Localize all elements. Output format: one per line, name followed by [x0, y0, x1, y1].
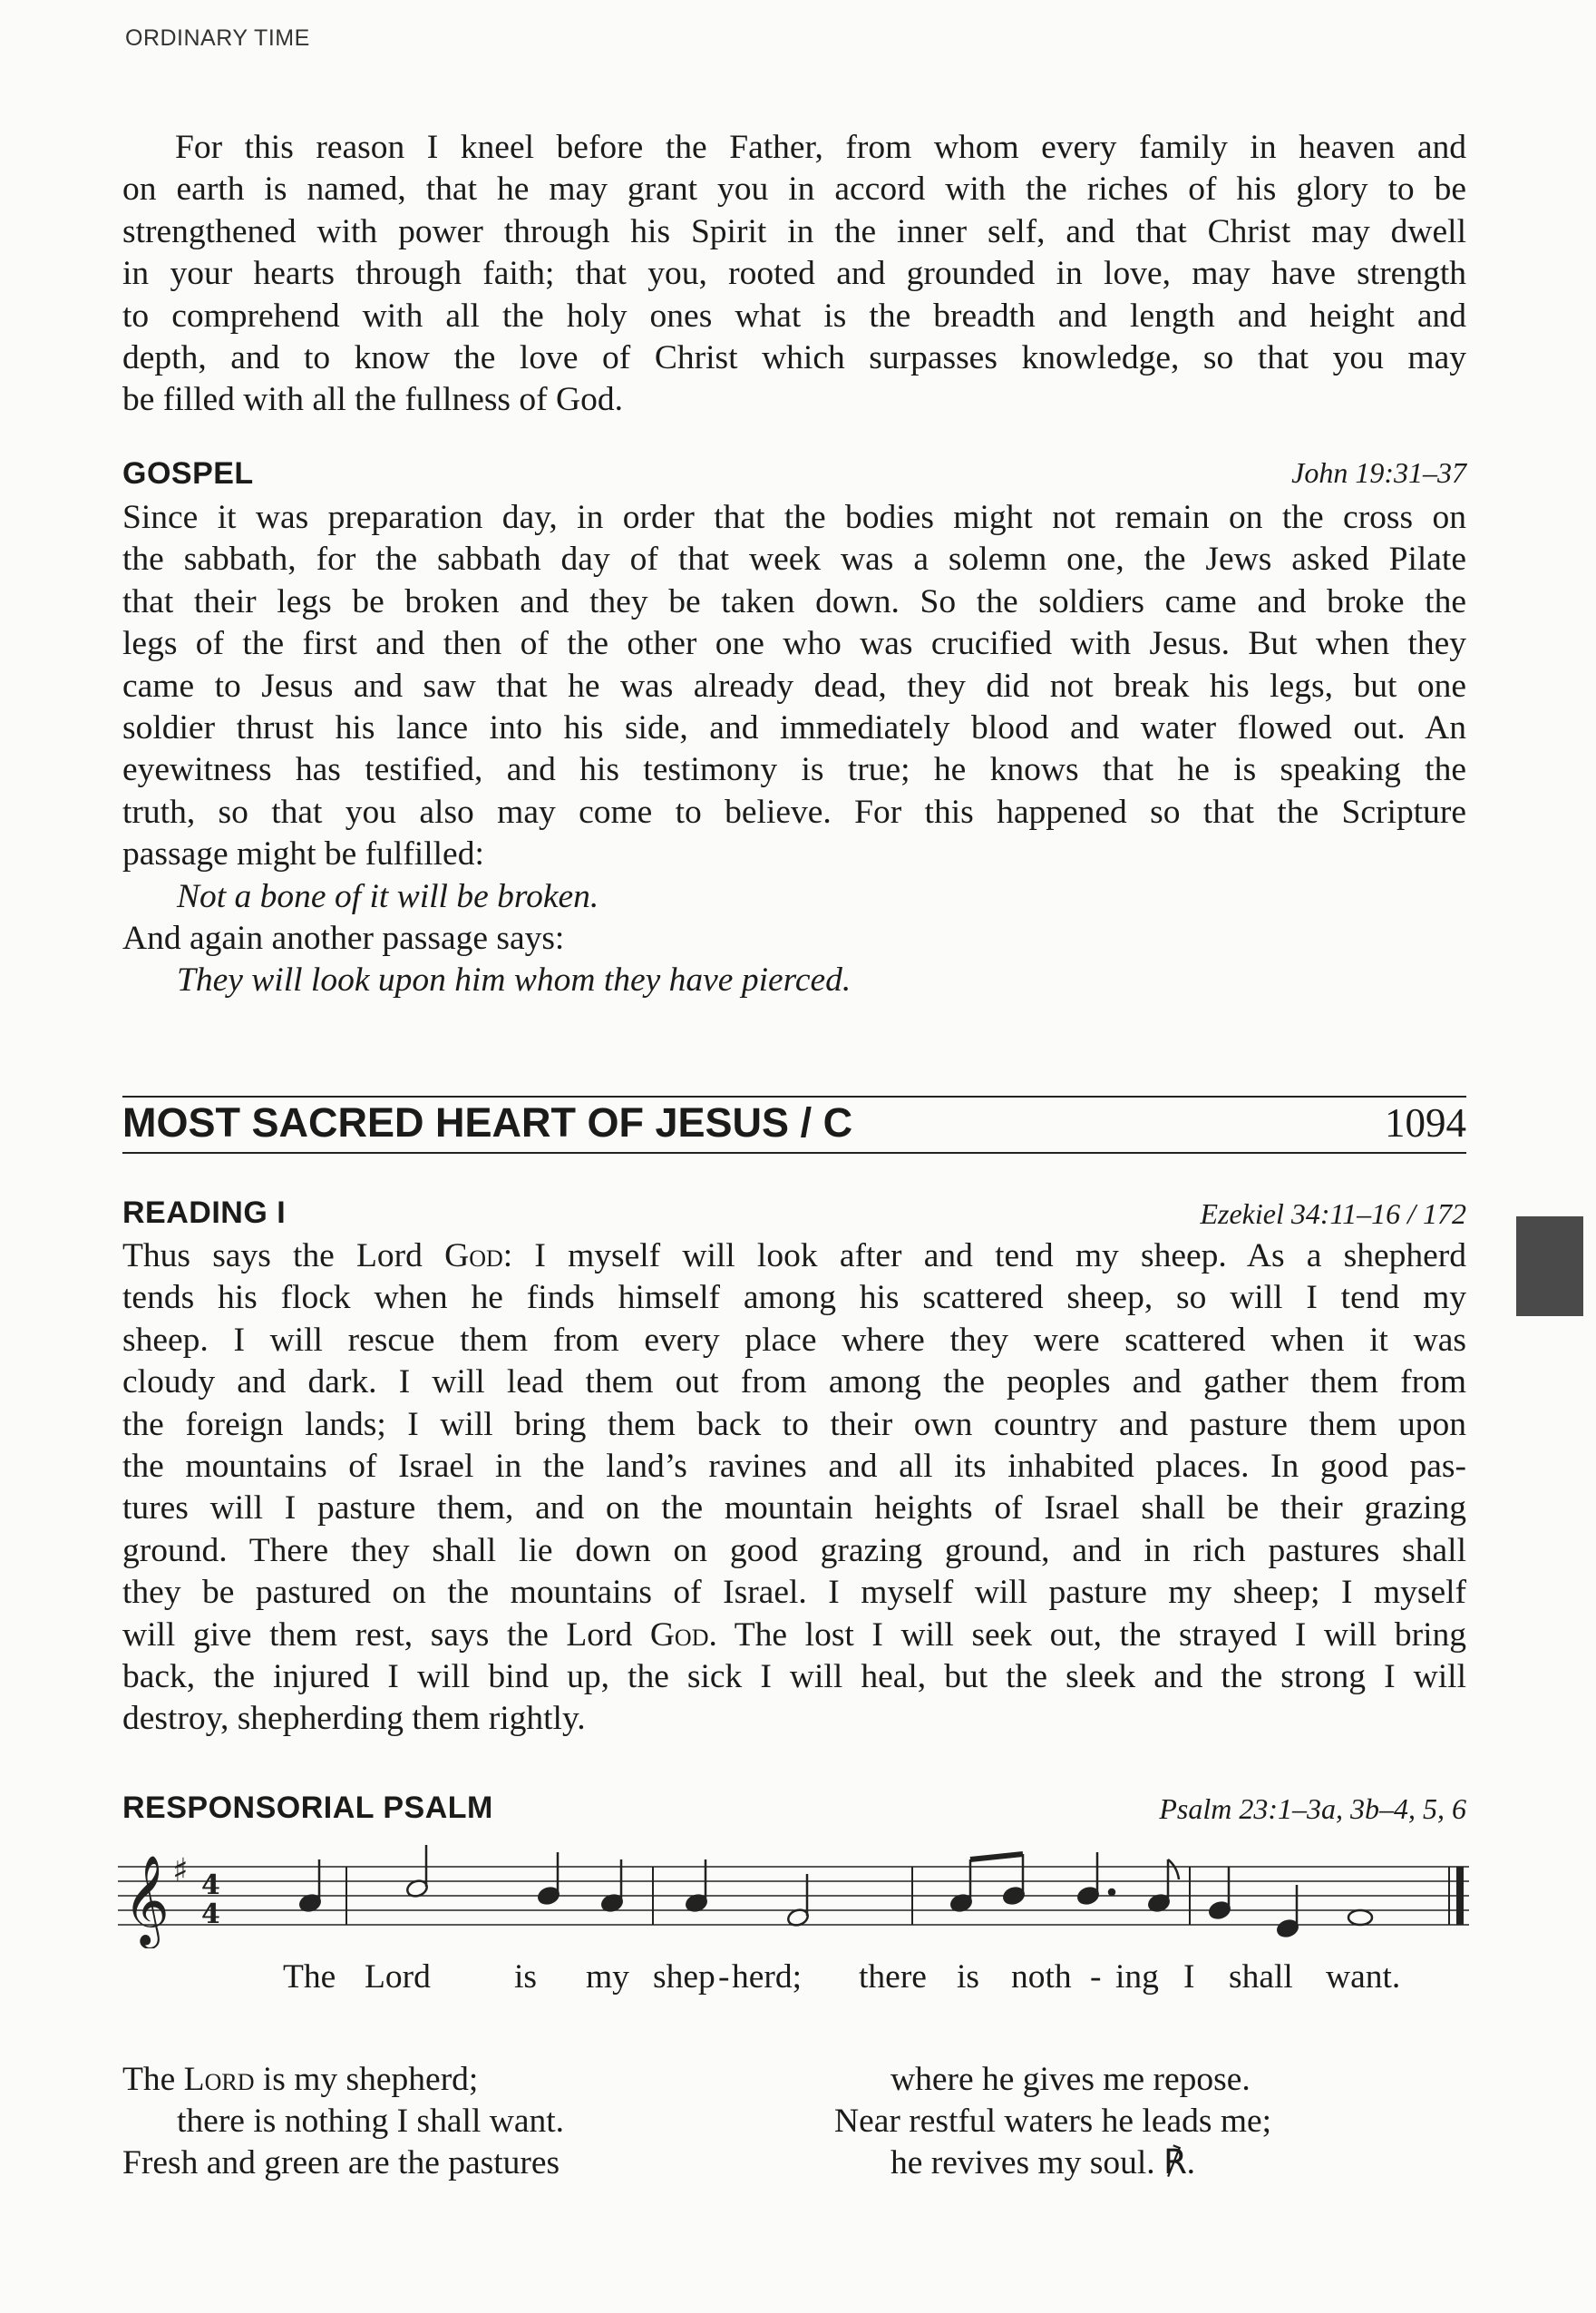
gospel-citation: John 19:31–37: [1291, 456, 1466, 489]
feast-title: MOST SACRED HEART OF JESUS / C: [122, 1099, 853, 1146]
lyric-syllable: my: [586, 1958, 629, 1996]
music-staff: [118, 1840, 1478, 1948]
running-head: ORDINARY TIME: [125, 25, 310, 51]
lyric-syllable: Lord: [365, 1958, 431, 1996]
gospel-text: [122, 497, 1466, 1002]
gospel-heading: GOSPEL: [122, 456, 254, 491]
scripture-quote: Not a bone of it will be broken.: [177, 877, 599, 915]
text-line: be filled with all the fullness of God.: [122, 381, 623, 419]
thumb-index-tab: [1516, 1216, 1583, 1316]
text-line: ground. There they shall lie down on good grazing ground, and in rich pastures shall: [122, 1531, 1466, 1569]
text-line: in your hearts through faith; that you, rooted and grounded in love, may have strength: [122, 255, 1466, 293]
text-line: destroy, shepherding them rightly.: [122, 1700, 586, 1738]
verse-line: Near restful waters he leads me;: [834, 2103, 1272, 2140]
psalm-verse-right: [834, 2059, 1271, 2184]
psalm-heading: RESPONSORIAL PSALM: [122, 1791, 493, 1825]
text-line: back, the injured I will bind up, the sick I will heal, but the sleek and the strong I will: [122, 1657, 1466, 1695]
lyric-syllable: is: [514, 1958, 538, 1996]
text-line: tures will I pasture them, and on the mountain heights of Israel shall be their grazing: [122, 1489, 1466, 1527]
verse-line: The Lord is my shepherd;: [122, 2061, 479, 2098]
lyric-syllable: is: [957, 1958, 980, 1996]
text-line: Thus says the Lord God: I myself will look after and tend my sheep. As a shepherd: [122, 1237, 1466, 1274]
lyric-syllable: The: [283, 1958, 336, 1996]
text-line: cloudy and dark. I will lead them out from among the peoples and gather them from: [122, 1363, 1466, 1401]
text-line: For this reason I kneel before the Father, from whom every family in heaven and: [175, 129, 1466, 166]
bottom-rule: [122, 1152, 1466, 1154]
text-line: that their legs be broken and they be taken down. So the soldiers came and broke the: [122, 582, 1466, 620]
text-line: legs of the first and then of the other one who was crucified with Jesus. But when they: [122, 625, 1466, 663]
reading-ii-text: [122, 127, 1466, 422]
text-line: to comprehend with all the holy ones what is the breadth and length and height and: [122, 297, 1466, 335]
time-signature-top: 4: [201, 1869, 220, 1901]
text-line: sheep. I will rescue them from every place where they were scattered when it was: [122, 1321, 1466, 1359]
top-rule: [122, 1096, 1466, 1098]
text-line: tends his flock when he finds himself among his scattered sheep, so will I tend my: [122, 1279, 1466, 1317]
lyric-syllable: I: [1183, 1958, 1195, 1996]
text-line: the foreign lands; I will bring them back to their own country and pasture them upon: [122, 1405, 1466, 1443]
lyric-syllable: -: [718, 1958, 730, 1996]
verse-line: he revives my soul. ℟.: [890, 2144, 1196, 2181]
text-line: on earth is named, that he may grant you in accord with the riches of his glory to be: [122, 171, 1466, 209]
text-line: passage might be fulfilled:: [122, 835, 484, 873]
text-line: eyewitness has testified, and his testimony is true; he knows that he is speaking the: [122, 751, 1466, 789]
text-line: will give them rest, says the Lord God. The lost I will seek out, the strayed I will bring: [122, 1615, 1467, 1654]
time-signature-bottom: 4: [201, 1898, 220, 1930]
lyric-syllable: ing: [1115, 1958, 1159, 1996]
text-line: Since it was preparation day, in order that the bodies might not remain on the cross on: [122, 499, 1466, 536]
text-line: came to Jesus and saw that he was already dead, they did not break his legs, but one: [122, 667, 1466, 705]
text-line: the sabbath, for the sabbath day of that week was a solemn one, the Jews asked Pilate: [122, 541, 1466, 579]
text-line: And again another passage says:: [122, 919, 565, 957]
feast-number: 1094: [1385, 1100, 1466, 1146]
text-line: strengthened with power through his Spirit in the inner self, and that Christ may dwell: [122, 212, 1466, 250]
psalm-citation: Psalm 23:1–3a, 3b–4, 5, 6: [1159, 1792, 1466, 1825]
scripture-quote: They will look upon him whom they have pierced.: [177, 961, 852, 1000]
lyric-syllable: want.: [1326, 1958, 1401, 1996]
reading-i-citation: Ezekiel 34:11–16 / 172: [1200, 1197, 1466, 1230]
text-line: they be pastured on the mountains of Israel. I myself will pasture my sheep; I myself: [122, 1574, 1466, 1612]
psalm-verse-left: [122, 2059, 564, 2184]
lyric-syllable: noth: [1011, 1958, 1072, 1996]
treble-clef-icon: 𝄞: [123, 1855, 170, 1946]
reading-i-text: [122, 1235, 1466, 1741]
sharp-icon: ♯: [172, 1852, 189, 1889]
lyric-syllable: there: [859, 1958, 927, 1996]
text-line: truth, so that you also may come to believe. For this happened so that the Scripture: [122, 793, 1466, 831]
verse-line: where he gives me repose.: [890, 2061, 1251, 2098]
verse-line: Fresh and green are the pastures: [122, 2144, 560, 2181]
text-line: the mountains of Israel in the land’s ravines and all its inhabited places. In good pas-: [122, 1447, 1466, 1485]
text-line: depth, and to know the love of Christ which surpasses knowledge, so that you may: [122, 338, 1466, 376]
lyric-syllable: shep: [653, 1958, 715, 1996]
lyric-syllable: shall: [1229, 1958, 1293, 1996]
text-line: soldier thrust his lance into his side, and immediately blood and water flowed out. An: [122, 708, 1466, 747]
lyric-syllable: herd;: [732, 1958, 803, 1996]
reading-i-heading: READING I: [122, 1196, 287, 1230]
verse-line: there is nothing I shall want.: [177, 2103, 565, 2140]
lyric-syllable: -: [1090, 1958, 1102, 1996]
